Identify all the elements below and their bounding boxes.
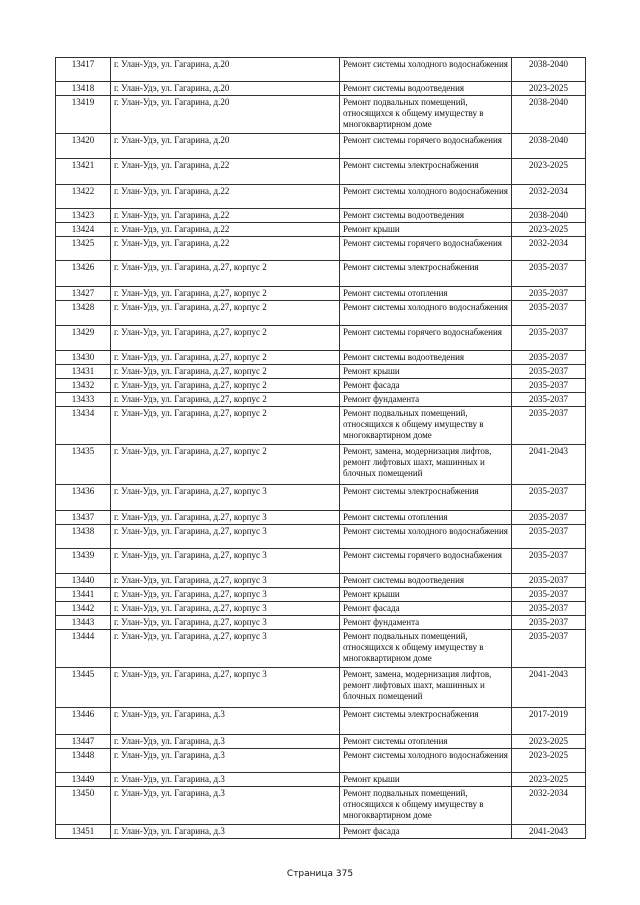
row-period: 2038-2040 (512, 96, 586, 134)
table-row (56, 445, 586, 485)
row-work-type: Ремонт системы холодного водоснабжения (340, 301, 512, 326)
row-number: 13432 (56, 379, 111, 393)
row-number: 13425 (56, 237, 111, 261)
row-period: 2038-2040 (512, 209, 586, 223)
row-number: 13423 (56, 209, 111, 223)
row-address: г. Улан-Удэ, ул. Гагарина, д.3 (111, 787, 340, 825)
table-row (56, 209, 586, 223)
row-work-type: Ремонт фундамента (340, 393, 512, 407)
row-work-type: Ремонт крыши (340, 588, 512, 602)
row-period: 2035-2037 (512, 365, 586, 379)
row-period: 2023-2025 (512, 159, 586, 185)
row-period: 2023-2025 (512, 773, 586, 787)
row-period: 2035-2037 (512, 351, 586, 365)
row-work-type: Ремонт системы электроснабжения (340, 159, 512, 185)
row-address: г. Улан-Удэ, ул. Гагарина, д.27, корпус 2 (111, 287, 340, 301)
table-body (56, 58, 586, 839)
row-work-type: Ремонт подвальных помещений, относящихся к общему имуществу в многоквартирном доме (340, 96, 512, 134)
row-address: г. Улан-Удэ, ул. Гагарина, д.20 (111, 134, 340, 159)
row-number: 13434 (56, 407, 111, 445)
row-address: г. Улан-Удэ, ул. Гагарина, д.27, корпус 3 (111, 525, 340, 549)
row-number: 13424 (56, 223, 111, 237)
table-row (56, 749, 586, 773)
row-address: г. Улан-Удэ, ул. Гагарина, д.3 (111, 749, 340, 773)
table-row (56, 82, 586, 96)
row-number: 13446 (56, 708, 111, 735)
row-address: г. Улан-Удэ, ул. Гагарина, д.20 (111, 58, 340, 82)
row-address: г. Улан-Удэ, ул. Гагарина, д.27, корпус 2 (111, 365, 340, 379)
row-period: 2041-2043 (512, 445, 586, 485)
row-number: 13417 (56, 58, 111, 82)
row-period: 2023-2025 (512, 223, 586, 237)
table-row (56, 326, 586, 351)
row-address: г. Улан-Удэ, ул. Гагарина, д.27, корпус 3 (111, 588, 340, 602)
table-row (56, 773, 586, 787)
row-number: 13438 (56, 525, 111, 549)
row-work-type: Ремонт системы электроснабжения (340, 485, 512, 511)
row-address: г. Улан-Удэ, ул. Гагарина, д.27, корпус 2 (111, 393, 340, 407)
row-period: 2035-2037 (512, 588, 586, 602)
row-number: 13440 (56, 574, 111, 588)
row-number: 13436 (56, 485, 111, 511)
table-row (56, 301, 586, 326)
table-row (56, 825, 586, 839)
row-period: 2035-2037 (512, 326, 586, 351)
row-work-type: Ремонт системы горячего водоснабжения (340, 549, 512, 574)
table-row (56, 407, 586, 445)
row-work-type: Ремонт системы отопления (340, 735, 512, 749)
row-number: 13427 (56, 287, 111, 301)
row-number: 13437 (56, 511, 111, 525)
row-number: 13426 (56, 261, 111, 287)
row-address: г. Улан-Удэ, ул. Гагарина, д.22 (111, 237, 340, 261)
row-work-type: Ремонт системы горячего водоснабжения (340, 134, 512, 159)
row-period: 2035-2037 (512, 630, 586, 668)
row-number: 13447 (56, 735, 111, 749)
row-address: г. Улан-Удэ, ул. Гагарина, д.27, корпус 3 (111, 511, 340, 525)
row-number: 13449 (56, 773, 111, 787)
row-period: 2035-2037 (512, 616, 586, 630)
row-period: 2035-2037 (512, 485, 586, 511)
row-period: 2023-2025 (512, 749, 586, 773)
row-work-type: Ремонт фасада (340, 379, 512, 393)
row-number: 13451 (56, 825, 111, 839)
row-period: 2035-2037 (512, 525, 586, 549)
table-row (56, 549, 586, 574)
row-address: г. Улан-Удэ, ул. Гагарина, д.3 (111, 708, 340, 735)
row-work-type: Ремонт фасада (340, 825, 512, 839)
table-row (56, 511, 586, 525)
row-period: 2035-2037 (512, 511, 586, 525)
table-row (56, 287, 586, 301)
row-number: 13419 (56, 96, 111, 134)
row-number: 13430 (56, 351, 111, 365)
table-row (56, 351, 586, 365)
row-period: 2035-2037 (512, 549, 586, 574)
row-address: г. Улан-Удэ, ул. Гагарина, д.27, корпус 3 (111, 668, 340, 708)
table-row (56, 574, 586, 588)
row-number: 13421 (56, 159, 111, 185)
table-row (56, 261, 586, 287)
row-work-type: Ремонт системы холодного водоснабжения (340, 185, 512, 209)
row-work-type: Ремонт подвальных помещений, относящихся к общему имуществу в многоквартирном доме (340, 407, 512, 445)
row-period: 2035-2037 (512, 301, 586, 326)
table-row (56, 630, 586, 668)
row-work-type: Ремонт системы отопления (340, 511, 512, 525)
row-address: г. Улан-Удэ, ул. Гагарина, д.3 (111, 773, 340, 787)
table-row (56, 159, 586, 185)
row-address: г. Улан-Удэ, ул. Гагарина, д.27, корпус 3 (111, 616, 340, 630)
row-work-type: Ремонт подвальных помещений, относящихся к общему имуществу в многоквартирном доме (340, 630, 512, 668)
row-period: 2035-2037 (512, 379, 586, 393)
page-number: Страница 375 (286, 869, 354, 879)
row-address: г. Улан-Удэ, ул. Гагарина, д.27, корпус 2 (111, 301, 340, 326)
row-address: г. Улан-Удэ, ул. Гагарина, д.22 (111, 159, 340, 185)
table-row (56, 616, 586, 630)
row-number: 13435 (56, 445, 111, 485)
table-row (56, 379, 586, 393)
table-row (56, 485, 586, 511)
row-work-type: Ремонт системы водоотведения (340, 574, 512, 588)
row-period: 2038-2040 (512, 134, 586, 159)
row-address: г. Улан-Удэ, ул. Гагарина, д.27, корпус 3 (111, 602, 340, 616)
row-number: 13439 (56, 549, 111, 574)
row-work-type: Ремонт подвальных помещений, относящихся к общему имуществу в многоквартирном доме (340, 787, 512, 825)
row-address: г. Улан-Удэ, ул. Гагарина, д.27, корпус 2 (111, 261, 340, 287)
row-address: г. Улан-Удэ, ул. Гагарина, д.27, корпус 3 (111, 574, 340, 588)
row-number: 13448 (56, 749, 111, 773)
row-period: 2035-2037 (512, 602, 586, 616)
row-period: 2035-2037 (512, 261, 586, 287)
row-period: 2035-2037 (512, 574, 586, 588)
table-row (56, 185, 586, 209)
row-work-type: Ремонт, замена, модернизация лифтов, ремонт лифтовых шахт, машинных и блочных помещений (340, 668, 512, 708)
row-address: г. Улан-Удэ, ул. Гагарина, д.27, корпус 3 (111, 630, 340, 668)
row-period: 2032-2034 (512, 185, 586, 209)
row-work-type: Ремонт фундамента (340, 616, 512, 630)
row-work-type: Ремонт крыши (340, 773, 512, 787)
row-work-type: Ремонт системы водоотведения (340, 351, 512, 365)
row-address: г. Улан-Удэ, ул. Гагарина, д.27, корпус 2 (111, 407, 340, 445)
row-address: г. Улан-Удэ, ул. Гагарина, д.27, корпус 3 (111, 485, 340, 511)
row-period: 2032-2034 (512, 237, 586, 261)
row-work-type: Ремонт системы водоотведения (340, 209, 512, 223)
row-address: г. Улан-Удэ, ул. Гагарина, д.27, корпус 2 (111, 351, 340, 365)
row-period: 2038-2040 (512, 58, 586, 82)
row-address: г. Улан-Удэ, ул. Гагарина, д.22 (111, 185, 340, 209)
table-row (56, 708, 586, 735)
table-row (56, 602, 586, 616)
row-work-type: Ремонт системы электроснабжения (340, 708, 512, 735)
row-number: 13433 (56, 393, 111, 407)
row-period: 2017-2019 (512, 708, 586, 735)
row-address: г. Улан-Удэ, ул. Гагарина, д.22 (111, 209, 340, 223)
table-row (56, 787, 586, 825)
row-number: 13420 (56, 134, 111, 159)
table-row (56, 365, 586, 379)
row-number: 13444 (56, 630, 111, 668)
row-period: 2023-2025 (512, 82, 586, 96)
table-row (56, 525, 586, 549)
row-period: 2041-2043 (512, 668, 586, 708)
table-row (56, 223, 586, 237)
row-number: 13418 (56, 82, 111, 96)
row-period: 2023-2025 (512, 735, 586, 749)
table-row (56, 134, 586, 159)
row-address: г. Улан-Удэ, ул. Гагарина, д.27, корпус 2 (111, 379, 340, 393)
row-work-type: Ремонт фасада (340, 602, 512, 616)
row-period: 2035-2037 (512, 393, 586, 407)
row-number: 13441 (56, 588, 111, 602)
row-number: 13450 (56, 787, 111, 825)
row-work-type: Ремонт системы холодного водоснабжения (340, 58, 512, 82)
row-address: г. Улан-Удэ, ул. Гагарина, д.3 (111, 825, 340, 839)
row-number: 13431 (56, 365, 111, 379)
row-work-type: Ремонт системы водоотведения (340, 82, 512, 96)
table-row (56, 735, 586, 749)
row-period: 2035-2037 (512, 287, 586, 301)
row-work-type: Ремонт системы отопления (340, 287, 512, 301)
row-number: 13428 (56, 301, 111, 326)
row-work-type: Ремонт системы горячего водоснабжения (340, 237, 512, 261)
row-period: 2032-2034 (512, 787, 586, 825)
row-address: г. Улан-Удэ, ул. Гагарина, д.20 (111, 82, 340, 96)
row-work-type: Ремонт системы электроснабжения (340, 261, 512, 287)
table-row (56, 393, 586, 407)
row-address: г. Улан-Удэ, ул. Гагарина, д.27, корпус 2 (111, 445, 340, 485)
row-work-type: Ремонт системы холодного водоснабжения (340, 525, 512, 549)
row-period: 2035-2037 (512, 407, 586, 445)
table-row (56, 58, 586, 82)
row-address: г. Улан-Удэ, ул. Гагарина, д.22 (111, 223, 340, 237)
repair-schedule-table (55, 57, 586, 839)
row-address: г. Улан-Удэ, ул. Гагарина, д.3 (111, 735, 340, 749)
row-work-type: Ремонт, замена, модернизация лифтов, ремонт лифтовых шахт, машинных и блочных помещений (340, 445, 512, 485)
row-number: 13442 (56, 602, 111, 616)
table-row (56, 96, 586, 134)
row-work-type: Ремонт крыши (340, 223, 512, 237)
row-work-type: Ремонт системы холодного водоснабжения (340, 749, 512, 773)
table-row (56, 668, 586, 708)
row-address: г. Улан-Удэ, ул. Гагарина, д.27, корпус 2 (111, 326, 340, 351)
row-work-type: Ремонт системы горячего водоснабжения (340, 326, 512, 351)
row-address: г. Улан-Удэ, ул. Гагарина, д.20 (111, 96, 340, 134)
row-number: 13445 (56, 668, 111, 708)
table-row (56, 237, 586, 261)
row-number: 13422 (56, 185, 111, 209)
row-number: 13443 (56, 616, 111, 630)
row-period: 2041-2043 (512, 825, 586, 839)
row-number: 13429 (56, 326, 111, 351)
row-work-type: Ремонт крыши (340, 365, 512, 379)
table-row (56, 588, 586, 602)
row-address: г. Улан-Удэ, ул. Гагарина, д.27, корпус 3 (111, 549, 340, 574)
